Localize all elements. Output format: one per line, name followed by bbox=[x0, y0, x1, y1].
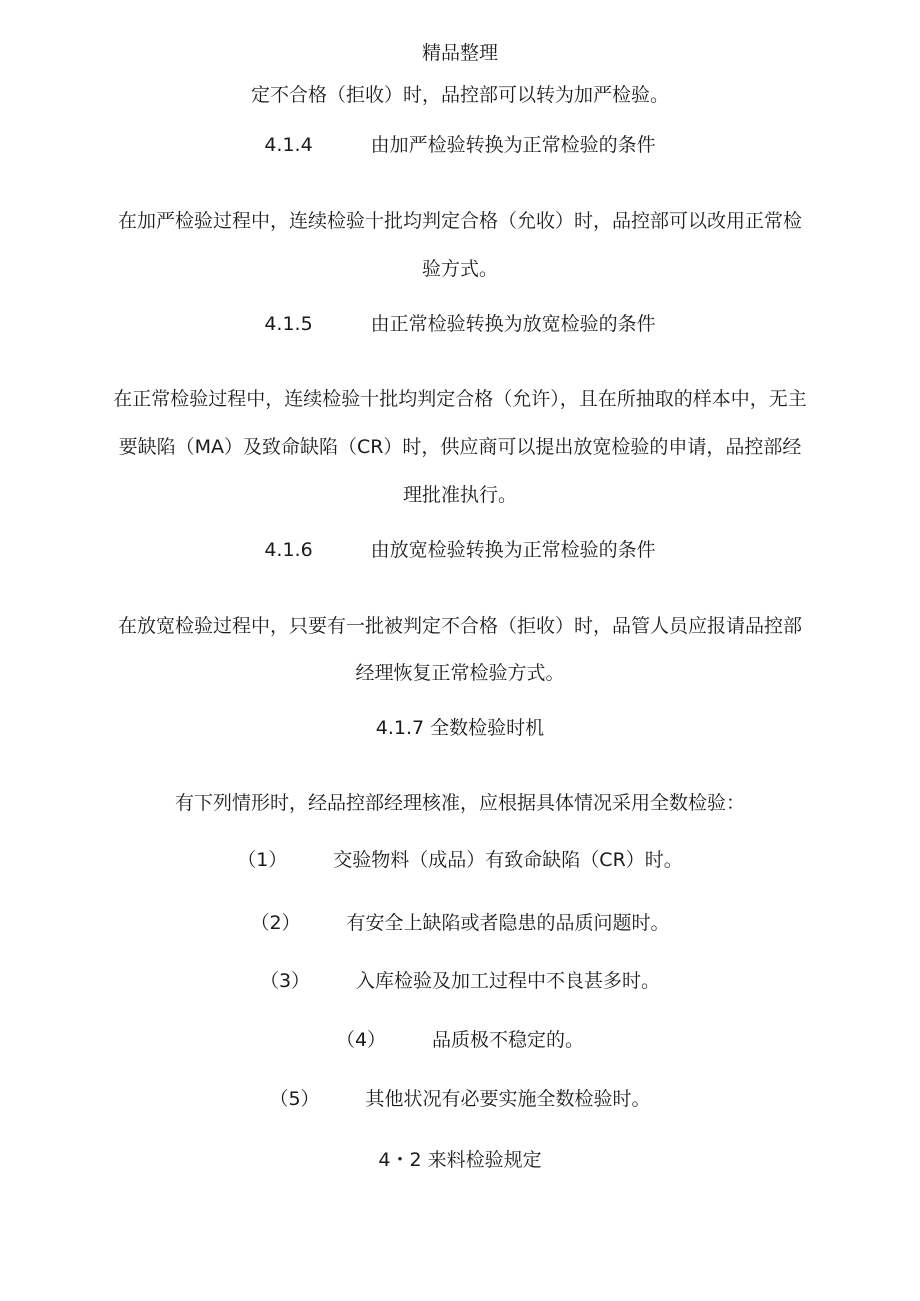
paragraph-line: 定不合格（拒收）时，品控部可以转为加严检验。 bbox=[250, 84, 669, 106]
section-number: 4.1.4 bbox=[264, 134, 313, 156]
paragraph-line: 在正常检验过程中，连续检验十批均判定合格（允许），且在所抽取的样本中，无主 bbox=[113, 388, 807, 410]
page-header-title: 精品整理 bbox=[421, 42, 498, 64]
list-item bbox=[0, 1027, 920, 1053]
list-item bbox=[0, 1086, 920, 1112]
section-title: 由加严检验转换为正常检验的条件 bbox=[370, 134, 656, 156]
section-number: 4.1.5 bbox=[264, 313, 313, 335]
list-item bbox=[0, 910, 920, 936]
list-item-number: （5） bbox=[269, 1088, 320, 1110]
list-item-text: 有安全上缺陷或者隐患的品质问题时。 bbox=[346, 912, 670, 934]
paragraph-line: 经理恢复正常检验方式。 bbox=[355, 662, 565, 684]
list-item bbox=[0, 847, 920, 873]
section-title: 由放宽检验转换为正常检验的条件 bbox=[370, 539, 656, 561]
section-heading-4-2: 4・2 来料检验规定 bbox=[378, 1149, 542, 1171]
section-title: 由正常检验转换为放宽检验的条件 bbox=[370, 313, 656, 335]
list-item-text: 交验物料（成品）有致命缺陷（CR）时。 bbox=[333, 849, 683, 871]
section-number: 4.1.6 bbox=[264, 539, 313, 561]
list-item-text: 其他状况有必要实施全数检验时。 bbox=[365, 1088, 651, 1110]
paragraph-line: 理批准执行。 bbox=[402, 484, 517, 506]
paragraph-line: 验方式。 bbox=[421, 258, 498, 280]
section-heading-4-1-7: 4.1.7 全数检验时机 bbox=[375, 717, 545, 739]
paragraph-line: 在加严检验过程中，连续检验十批均判定合格（允收）时，品控部可以改用正常检 bbox=[117, 210, 802, 232]
paragraph-line: 在放宽检验过程中，只要有一批被判定不合格（拒收）时，品管人员应报请品控部 bbox=[117, 615, 802, 637]
list-item bbox=[0, 968, 920, 994]
list-intro: 有下列情形时，经品控部经理核准，应根据具体情况采用全数检验： bbox=[174, 792, 745, 814]
list-item-text: 品质极不稳定的。 bbox=[432, 1029, 585, 1051]
list-item-number: （1） bbox=[237, 849, 288, 871]
section-heading-4-1-5 bbox=[0, 311, 920, 337]
section-heading-4-1-4 bbox=[0, 132, 920, 158]
section-heading-4-1-6 bbox=[0, 537, 920, 563]
list-item-number: （4） bbox=[335, 1029, 387, 1051]
list-item-number: （3） bbox=[259, 970, 311, 992]
list-item-number: （2） bbox=[250, 912, 301, 934]
paragraph-line: 要缺陷（MA）及致命缺陷（CR）时，供应商可以提出放宽检验的申请，品控部经 bbox=[118, 436, 802, 458]
list-item-text: 入库检验及加工过程中不良甚多时。 bbox=[356, 970, 661, 992]
